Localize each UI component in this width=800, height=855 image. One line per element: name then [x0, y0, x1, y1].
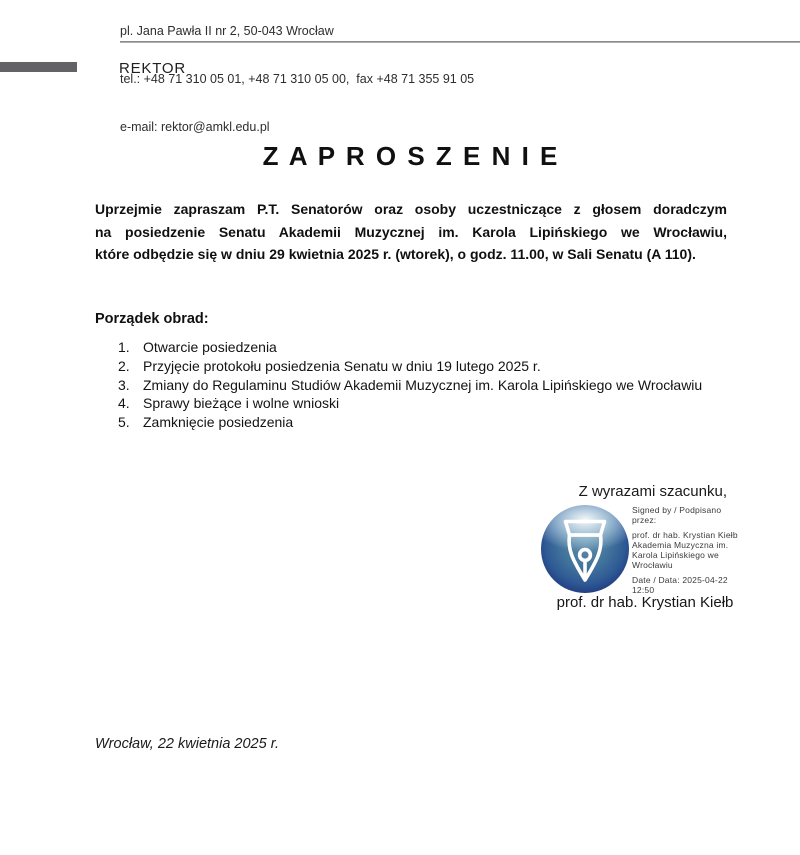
stamp-line: Signed by / Podpisano	[632, 505, 722, 515]
agenda-heading: Porządek obrad:	[95, 311, 209, 327]
agenda-list	[118, 339, 702, 433]
letterhead-phone: tel.: +48 71 310 05 01, +48 71 310 05 00, fax +48 71 355 91 05	[120, 72, 475, 86]
digital-signature-stamp	[541, 505, 629, 593]
stamp-line: Akademia Muzyczna im.	[632, 540, 729, 551]
stamp-signer	[632, 531, 760, 570]
side-accent-bar	[0, 62, 77, 72]
agenda-item	[118, 377, 702, 396]
paragraph-line: które odbędzie się w dniu 29 kwietnia 2025 r. (wtorek), o godz. 11.00, w Sali Senatu (A 110).	[95, 246, 696, 262]
agenda-item-number: 3.	[118, 376, 130, 393]
letterhead-email: e-mail: rektor@amkl.edu.pl	[120, 120, 270, 134]
agenda-item	[118, 395, 702, 414]
signature-name: prof. dr hab. Krystian Kiełb	[556, 594, 734, 611]
paragraph-line: Uprzejmie zapraszam P.T. Senatorów oraz osoby uczestniczące z głosem doradczym	[95, 201, 727, 217]
sender-role: REKTOR	[119, 60, 187, 77]
agenda-item-number: 2.	[118, 357, 130, 374]
page-title: Z A P R O S Z E N I E	[262, 141, 560, 171]
stamp-line: Date / Data: 2025-04-22	[632, 575, 728, 586]
stamp-signed-by	[632, 506, 760, 525]
stamp-date	[632, 576, 760, 595]
header-divider	[120, 41, 800, 43]
agenda-item-number: 4.	[118, 395, 130, 412]
agenda-item	[118, 339, 702, 358]
place-and-date: Wrocław, 22 kwietnia 2025 r.	[95, 736, 280, 752]
agenda-item	[118, 358, 702, 377]
invitation-paragraph	[95, 198, 727, 266]
agenda-item-text: Otwarcie posiedzenia	[143, 339, 277, 355]
stamp-line: 12:50	[632, 584, 655, 595]
stamp-line: prof. dr hab. Krystian Kiełb	[632, 530, 738, 541]
agenda-item-text: Sprawy bieżące i wolne wnioski	[143, 395, 340, 412]
agenda-item-text: Przyjęcie protokołu posiedzenia Senatu w dniu 19 lutego 2025 r.	[143, 357, 541, 374]
paragraph-line: na posiedzenie Senatu Akademii Muzycznej im. Karola Lipińskiego we Wrocławiu,	[95, 223, 727, 240]
stamp-line: Wrocławiu	[632, 559, 673, 570]
closing-salutation: Z wyrazami szacunku,	[578, 483, 727, 500]
agenda-item	[118, 414, 702, 433]
letterhead-address: pl. Jana Pawła II nr 2, 50-043 Wrocław	[120, 24, 334, 38]
pen-nib-icon	[541, 505, 629, 593]
agenda-item-number: 1.	[118, 339, 130, 355]
stamp-line: przez:	[632, 514, 657, 525]
stamp-text-block	[632, 506, 760, 602]
agenda-item-text: Zmiany do Regulaminu Studiów Akademii Muzycznej im. Karola Lipińskiego we Wrocławiu	[143, 376, 703, 393]
stamp-line: Karola Lipińskiego we	[632, 549, 719, 560]
agenda-item-number: 5.	[118, 414, 130, 431]
agenda-item-text: Zamknięcie posiedzenia	[143, 414, 294, 431]
